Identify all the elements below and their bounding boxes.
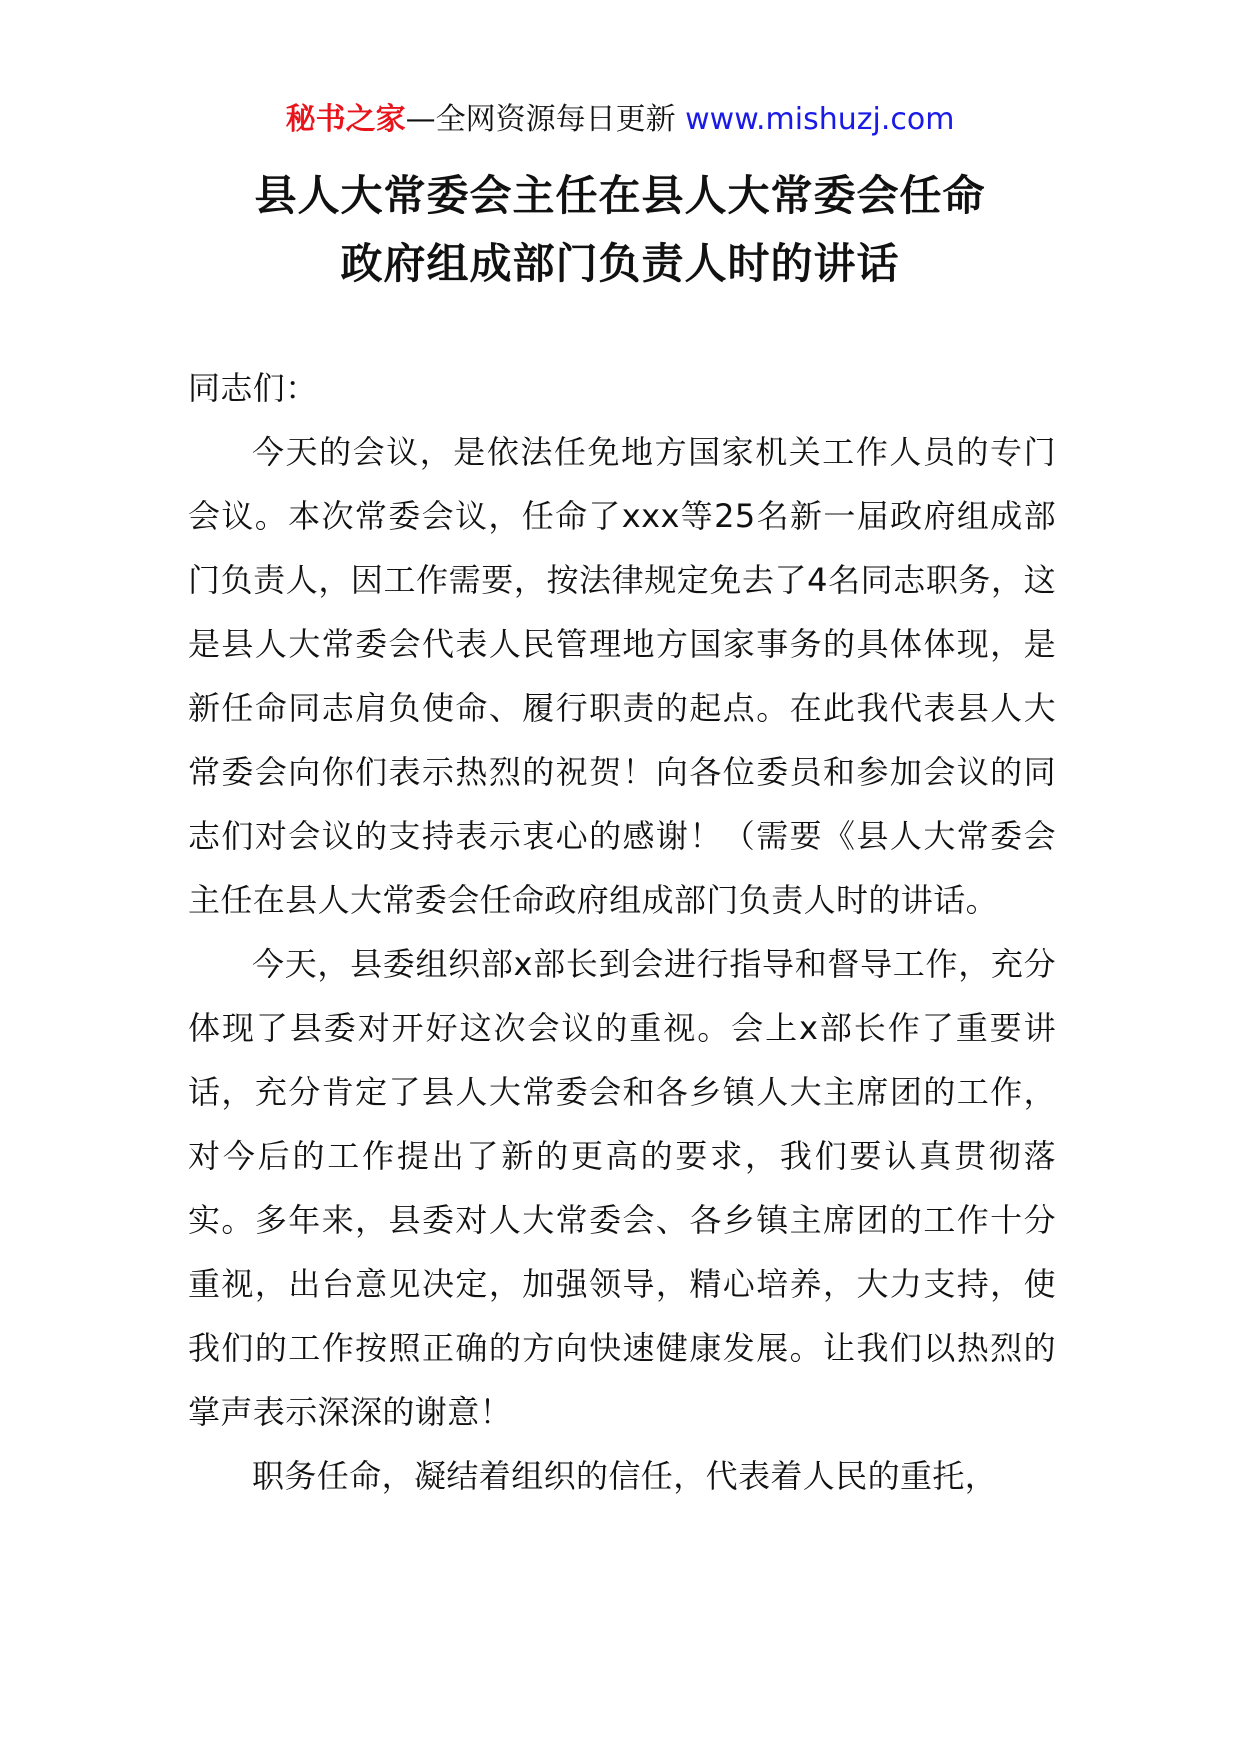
paragraph-1: 今天的会议，是依法任免地方国家机关工作人员的专门会议。本次常委会议，任命了xxx等25名新一届政府组成部门负责人，因工作需要，按法律规定免去了4名同志职务，这是县人大常委会代表人民管理地方国家事务的具体体现，是新任命同志肩负使命、履行职责的起点。在此我代表县人大常委会向你们表示热烈的祝贺！向各位委员和参加会议的同志们对会议的支持表示衷心的感谢！（需要《县人大常委会主任在县人大常委会任命政府组成部门负责人时的讲话。 [188, 433, 1056, 919]
title-line-2: 政府组成部门负责人时的讲话 [340, 239, 900, 288]
paragraph-3: 职务任命，凝结着组织的信任，代表着人民的重托， [252, 1457, 998, 1495]
brand-name: 秘书之家 [285, 102, 406, 137]
document-body [188, 356, 1056, 1508]
title-line-1: 县人大常委会主任在县人大常委会任命 [254, 171, 986, 220]
paragraph-2: 今天，县委组织部x部长到会进行指导和督导工作，充分体现了县委对开好这次会议的重视。会上x部长作了重要讲话，充分肯定了县人大常委会和各乡镇人大主席团的工作，对今后的工作提出了新的更高的要求，我们要认真贯彻落实。多年来，县委对人大常委会、各乡镇主席团的工作十分重视，出台意见决定，加强领导，精心培养，大力支持，使我们的工作按照正确的方向快速健康发展。让我们以热烈的掌声表示深深的谢意！ [188, 945, 1056, 1431]
site-banner [0, 100, 1240, 140]
site-url-link[interactable]: www.mishuzj.com [685, 102, 955, 137]
banner-slogan: —全网资源每日更新 [405, 102, 676, 137]
document-title [0, 162, 1240, 298]
salutation: 同志们： [188, 369, 318, 407]
